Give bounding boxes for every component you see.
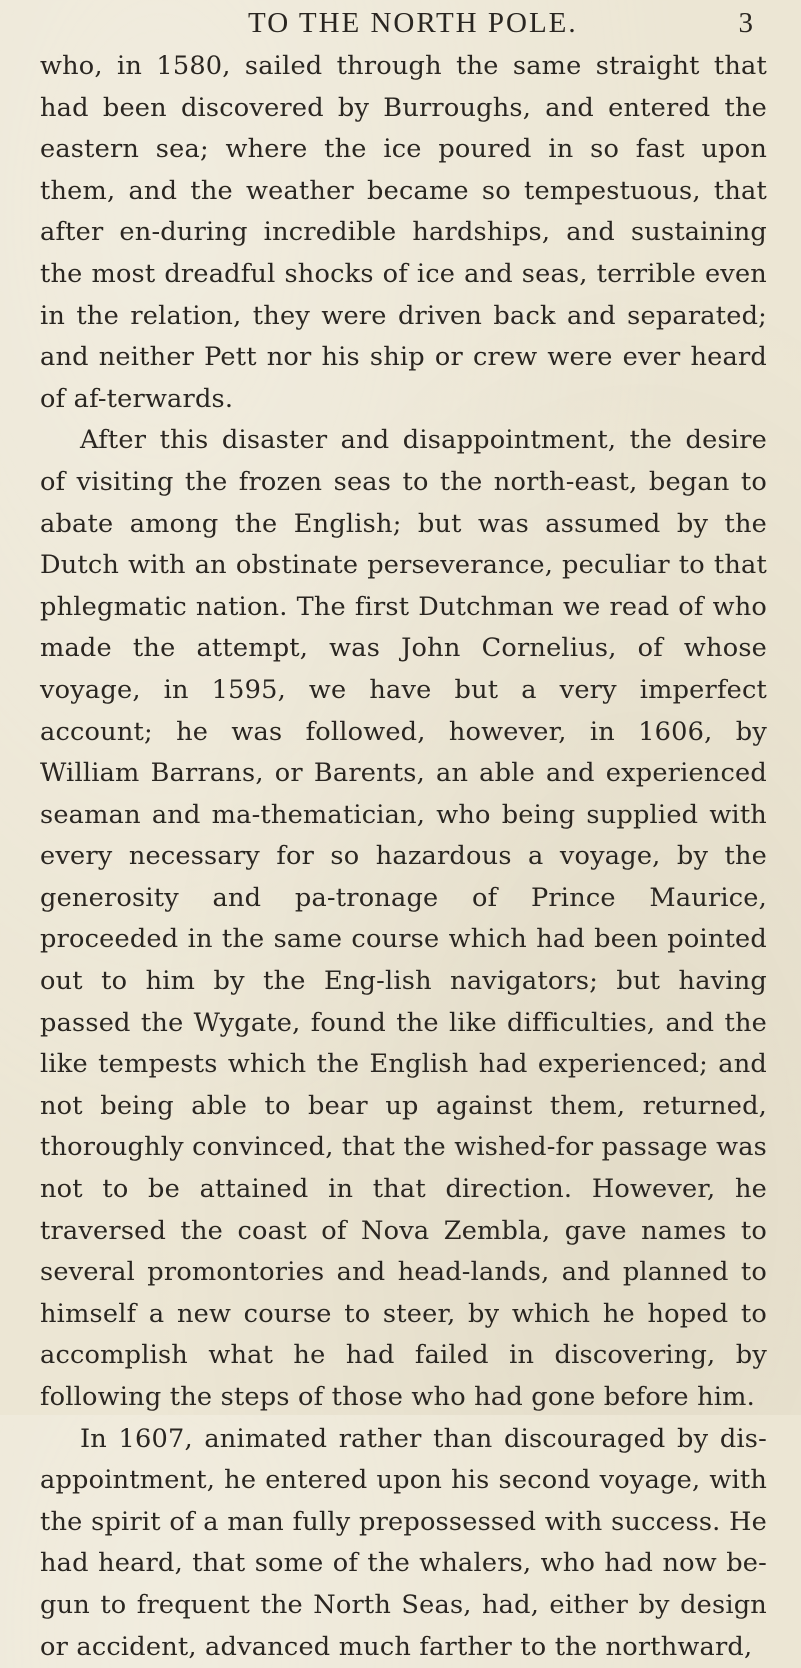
running-head [40, 0, 767, 46]
paragraph-pett-voyage: who, in 1580, sailed through the same straight that had been discovered by Burroughs, and entered the eastern sea; where the ice poured in so fast upon them, and the weather became so tempestuous, that after en-during incredible hardships, and sustaining the most dreadful shocks of ice and seas, terrible even in the relation, they were driven back and separated; and neither Pett nor his ship or crew were ever heard of af-terwards. [40, 51, 767, 414]
page-number: 3 [738, 7, 755, 39]
paragraph-barents-first-voyage: After this disaster and disappointment, the desire of visiting the frozen seas to the north-east, began to abate among the English; but was assumed by the Dutch with an obstinate perseverance, peculiar to that phlegmatic nation. The first Dutchman we read of who made the attempt, was John Cornelius, of whose voyage, in 1595, we have but a very imperfect account; he was followed, however, in 1606, by William Barrans, or Barents, an able and experienced seaman and ma-thematician, who being supplied with every necessary for so hazardous a voyage, by the generosity and pa-tronage of Prince Maurice, proceeded in the same course which had been pointed out to him by the Eng-lish navigators; but having passed the Wygate, found the like difficulties, and the like tempests which the English had experienced; and not being able to bear up against them, returned, thoroughly convinced, that the wished-for passage was not to be attained in that direction. However, he traversed the coast of Nova Zembla, gave names to several promontories and head-lands, and planned to himself a new course to steer, by which he hoped to accomplish what he had failed in discovering, by following the steps of those who had gone before him. [40, 425, 767, 1412]
running-title: TO THE NORTH POLE. [248, 7, 578, 39]
body-text [40, 46, 767, 1668]
paragraph-barents-second-voyage: In 1607, animated rather than discouraged by dis-appointment, he entered upon his second voyage, with the spirit of a man fully prepossessed with success. He had heard, that some of the whalers, who had now be-gun to frequent the North Seas, had, either by design or accident, advanced much farther to the northward, [40, 1423, 767, 1662]
